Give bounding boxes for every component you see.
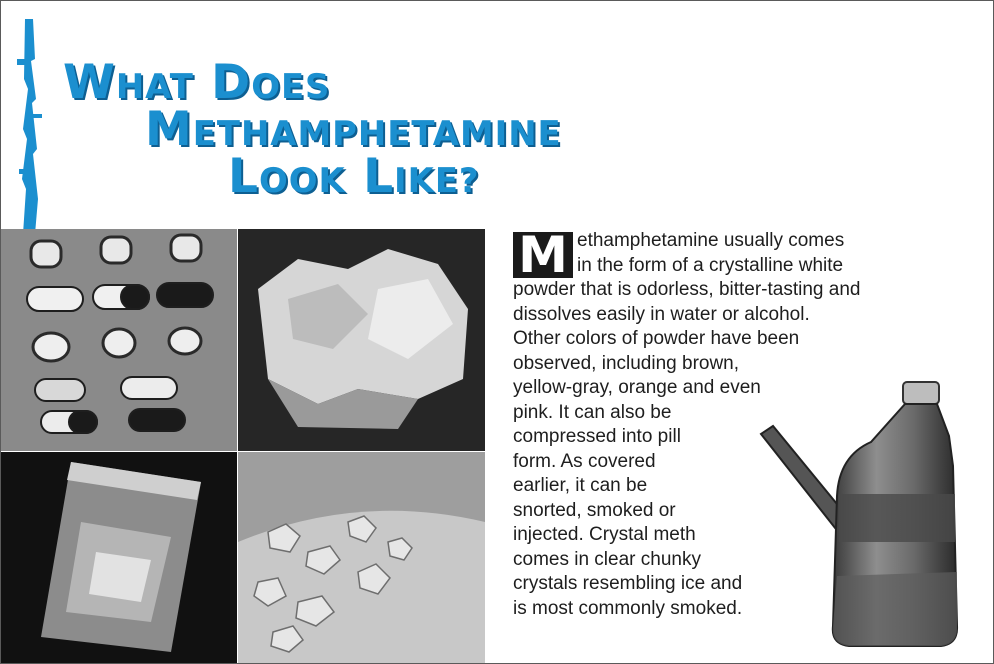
photo-grid (1, 229, 485, 664)
body-line: comes in clear chunky (513, 548, 701, 570)
title-line-1: WHAT DOES (63, 55, 331, 110)
body-line: compressed into pill (513, 426, 681, 447)
body-line: powder that is odorless, bitter-tasting and (513, 279, 861, 300)
body-line: pink. It can also be (513, 401, 672, 423)
body-line: form. As covered (513, 450, 656, 472)
bottle-pipe-photo (753, 376, 983, 651)
title-line-2: METHAMPHETAMINE (145, 102, 562, 157)
drop-cap: M (513, 232, 573, 278)
body-line: ethamphetamine usually comes (577, 230, 845, 251)
photo-pills (1, 229, 237, 451)
body-line: Other colors of powder have been (513, 328, 800, 349)
photo-crystal-powder (238, 229, 485, 451)
body-line: injected. Crystal meth (513, 524, 696, 545)
photo-baggie (1, 452, 237, 664)
body-line: snorted, smoked or (513, 499, 676, 521)
page-title (63, 55, 562, 204)
body-line: earlier, it can be (513, 475, 648, 496)
body-line: observed, including brown, (513, 352, 740, 374)
body-line: is most commonly smoked. (513, 597, 743, 619)
body-line: in the form of a crystalline white (577, 254, 844, 276)
photo-crystal-chunks (238, 452, 485, 664)
title-line-3: LOOK LIKE? (228, 149, 480, 204)
body-line: dissolves easily in water or alcohol. (513, 303, 810, 325)
blue-grunge-stripe (11, 19, 51, 234)
body-line: yellow-gray, orange and even (513, 377, 761, 398)
body-line: crystals resembling ice and (513, 573, 743, 594)
